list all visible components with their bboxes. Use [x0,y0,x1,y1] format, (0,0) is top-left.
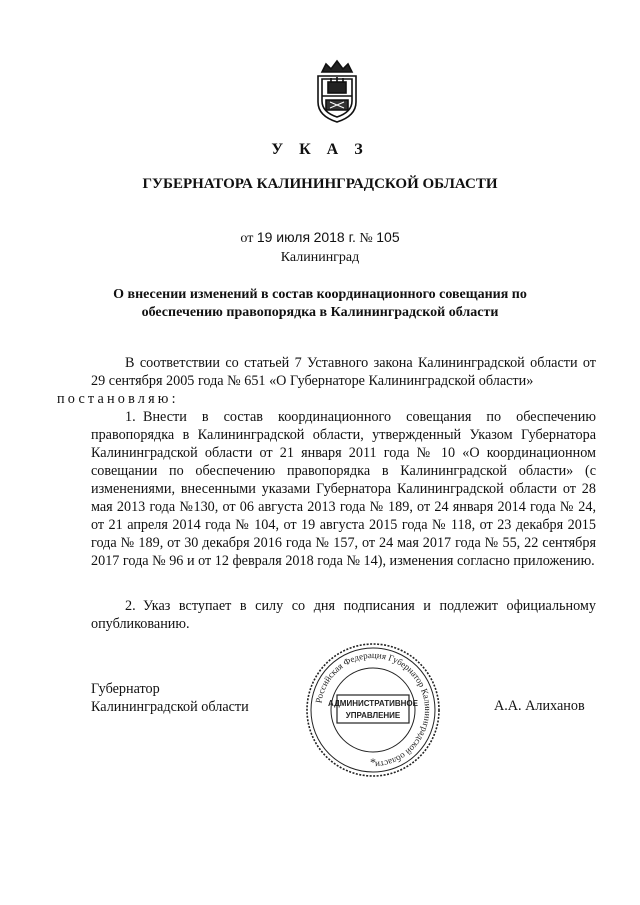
decree-word: постановляю: [57,391,179,407]
coat-of-arms-icon [312,58,362,124]
item-1-text: Внести в состав координационного совещания по обеспечению правопорядка в Калининградской области, утвержденный Указом Губернатора Калининградской области от 21 января 2011 года № 10 «О координационном совещании по обеспечению правопорядка в Калининградской области» (с изменениями, внесенными указами Губернатора Калининградской области от 28 мая 2013 года №130, от 06 августа 2013 года № 189, от 24 января 2014 года № 24, от 21 апреля 2014 года № 104, от 19 августа 2015 года № 118, от 23 декабря 2015 года № 189, от 30 декабря 2016 года № 157, от 24 мая 2017 года № 55, 22 сентября 2017 года № 96 и от 12 февраля 2018 года № 14), изменения согласно приложению. [91,409,596,569]
document-title: У К А З [271,141,369,158]
item-1-number: 1. [125,409,136,425]
decree-dateline [0,229,640,247]
position-line-1: Губернатор [91,681,160,697]
position-line-2: Калининградской области [91,699,249,715]
decree-subject [60,286,580,322]
stamp-ring-text: Российская Федерация Губернатор Калининградской области [313,649,434,770]
number-label: № [359,231,373,246]
decree-item-1 [91,408,596,570]
decree-city: Калининград [280,250,360,265]
stamp-center-line-2: УПРАВЛЕНИЕ [345,711,401,720]
preamble-text: В соответствии со статьей 7 Уставного закона Калининградской области от 29 сентября 2005 года № 651 «О Губернаторе Калининградской области» [91,355,596,389]
stamp-star: * [370,755,376,769]
decree-year: 2018 г. [313,229,356,245]
subject-line-1: О внесении изменений в состав координационного совещания по [113,287,527,302]
preamble-paragraph [57,354,596,408]
decree-number: 105 [376,229,400,245]
decree-item-2 [91,597,596,633]
stamp-center-line-1: АДМИНИСТРАТИВНОЕ [328,699,418,708]
document-issuer: ГУБЕРНАТОРА КАЛИНИНГРАДСКОЙ ОБЛАСТИ [142,176,498,192]
subject-line-2: обеспечению правопорядка в Калининградской области [141,305,499,320]
signatory-position [91,680,249,716]
date-prefix: от [240,231,254,246]
item-2-number: 2. [125,598,136,614]
signatory-name: А.А. Алиханов [494,698,585,714]
decree-date: 19 июля [256,229,311,245]
official-stamp-icon [303,640,443,780]
item-2-text: Указ вступает в силу со дня подписания и подлежит официальному опубликованию. [91,598,596,632]
